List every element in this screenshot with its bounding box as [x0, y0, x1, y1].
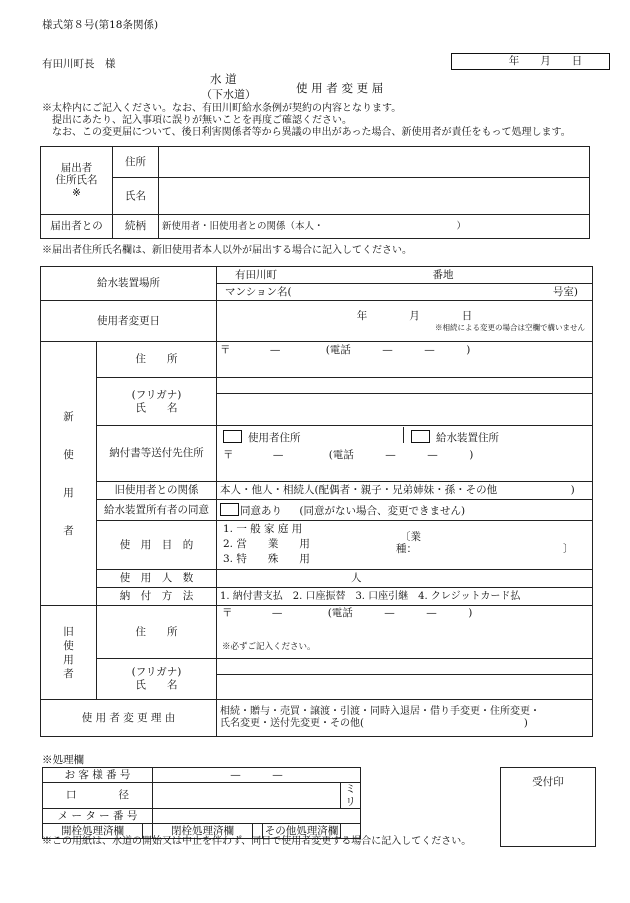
- submitter-address-label: 住所: [113, 147, 159, 178]
- people-unit: 人: [351, 572, 362, 585]
- reason-label: 使 用 者 変 更 理 由: [41, 700, 217, 737]
- new-name-label: [97, 378, 217, 426]
- reason-field[interactable]: [217, 700, 593, 737]
- change-date-value: 年 月 日: [356, 310, 473, 323]
- new-furigana-field[interactable]: [217, 378, 593, 394]
- old-name-field[interactable]: [217, 675, 593, 700]
- room-label: 号室): [403, 284, 593, 301]
- new-phone: (電話 — — ): [325, 344, 471, 356]
- addressee: 有田川町長 様: [42, 58, 116, 70]
- submitter-label-3: ※: [72, 186, 81, 199]
- receipt-stamp-box[interactable]: [500, 767, 596, 847]
- relation-old-label: 旧使用者との関係: [97, 482, 217, 500]
- bore-field[interactable]: [153, 783, 341, 809]
- location-town: 有田川町: [217, 267, 403, 284]
- date-box[interactable]: [451, 53, 610, 70]
- date-box-label: 年 月 日: [508, 55, 583, 67]
- purpose-1[interactable]: 1. 一 般 家 庭 用: [223, 523, 303, 535]
- people-field[interactable]: [217, 570, 593, 588]
- old-user-char-2: 使: [63, 639, 74, 652]
- owner-consent-field[interactable]: [217, 500, 593, 521]
- reason-line-2: 氏名変更・送付先変更・その他( ): [220, 718, 528, 729]
- form-number: 様式第８号(第18条関係): [42, 19, 159, 31]
- new-name-field[interactable]: [217, 394, 593, 426]
- purpose-2[interactable]: 2. 営 業 用: [223, 538, 310, 550]
- location-banchi[interactable]: 番地: [403, 267, 593, 284]
- note-2: 提出にあたり、記入事項に誤りが無いことを再度ご確認ください。: [52, 115, 352, 126]
- change-date-note: ※相続による変更の場合は空欄で構いません: [435, 322, 585, 332]
- close-done-label: 閉栓処理済欄: [153, 824, 253, 839]
- old-phone: (電話 — — ): [327, 607, 473, 619]
- consent-note: (同意がない場合、変更できません): [299, 504, 466, 517]
- old-furigana-field[interactable]: [217, 659, 593, 675]
- industry-kind[interactable]: 種：: [396, 543, 417, 555]
- processing-table: [42, 767, 361, 839]
- submitter-label-1: 届出者: [60, 161, 93, 174]
- meter-no-field[interactable]: [153, 809, 361, 824]
- note-3: なお、この変更届について、後日利害関係者等から異議の申出があった場合、新使用者が責任をもって処理します。: [52, 127, 571, 138]
- customer-no-label: お 客 様 番 号: [43, 768, 153, 783]
- title-water: 水 道: [210, 72, 237, 86]
- send-to-label: 納付書等送付先住所: [97, 426, 217, 482]
- change-date-field[interactable]: [217, 301, 593, 342]
- new-user-char-2: 使: [63, 448, 74, 461]
- old-name-label: [97, 659, 217, 700]
- purpose-label: 使 用 目 的: [97, 521, 217, 570]
- old-name-text: 氏 名: [135, 679, 178, 691]
- opt-supply-address[interactable]: [411, 430, 499, 445]
- purpose-3[interactable]: 3. 特 殊 用: [223, 553, 310, 565]
- checkbox-user-address[interactable]: [223, 430, 242, 443]
- consent-yes-label: 同意あり: [240, 504, 282, 517]
- submitter-footnote: ※届出者住所氏名欄は、新旧使用者本人以外が届出する場合に記入してください。: [42, 245, 412, 256]
- send-phone: (電話 — — ): [328, 449, 474, 461]
- send-to-field[interactable]: [217, 426, 593, 482]
- send-postal-mark: 〒: [223, 449, 234, 461]
- owner-consent-label: 給水装置所有者の同意: [97, 500, 217, 521]
- location-label: 給水装置場所: [41, 267, 217, 301]
- new-user-char-4: 者: [63, 524, 74, 537]
- submitter-name-field[interactable]: [159, 178, 590, 215]
- relation-field[interactable]: 新使用者・旧使用者との関係（本人・ ）: [159, 215, 590, 239]
- old-user-char-3: 用: [63, 653, 74, 666]
- submitter-address-field[interactable]: [159, 147, 590, 178]
- new-name-text: 氏 名: [135, 401, 178, 414]
- postal-mark: 〒: [220, 344, 231, 356]
- new-user-label: [41, 342, 97, 606]
- checkbox-supply-address[interactable]: [411, 430, 430, 443]
- old-address-line: [222, 607, 472, 620]
- change-date-label: 使用者変更日: [41, 301, 217, 342]
- submitter-name-label: 氏名: [113, 178, 159, 215]
- relation-old-field[interactable]: 本人・他人・相続人(配偶者・親子・兄弟姉妹・孫・その他 ): [217, 482, 593, 500]
- bore-label: 口 径: [43, 783, 153, 809]
- old-postal-dash: —: [271, 607, 283, 619]
- bore-unit: ミリ: [341, 783, 361, 809]
- industry-close: 〕: [563, 543, 574, 555]
- postal-dash: —: [269, 344, 281, 356]
- opt-user-address[interactable]: [223, 430, 301, 445]
- payment-field[interactable]: 1. 納付書支払 2. 口座振替 3. 口座引継 4. クレジットカード払: [217, 588, 593, 606]
- new-address-field[interactable]: [217, 342, 593, 378]
- opt-supply-address-label: 給水装置住所: [436, 432, 499, 444]
- meter-no-label: メ ー タ ー 番 号: [43, 809, 153, 824]
- industry-open: 〔業: [400, 531, 421, 543]
- submitter-label: [41, 147, 113, 215]
- old-address-field[interactable]: [217, 606, 593, 659]
- note-1: ※太枠内にご記入ください。なお、有田川町給水条例が契約の内容となります。: [42, 103, 402, 114]
- purpose-field[interactable]: [217, 521, 593, 570]
- receipt-stamp-label: 受付印: [532, 776, 564, 788]
- new-furigana-label: (フリガナ): [131, 388, 182, 401]
- submitter-table: [40, 146, 590, 239]
- customer-no-field[interactable]: — —: [153, 768, 361, 783]
- old-postal-mark: 〒: [222, 607, 233, 619]
- old-user-label: [41, 606, 97, 700]
- open-done-label: 開栓処理済欄: [43, 824, 143, 839]
- mansion-label[interactable]: マンション名(: [217, 284, 403, 301]
- relation-label-2: 続柄: [113, 215, 159, 239]
- form-title: 使 用 者 変 更 届: [296, 81, 384, 95]
- processing-footnote: ※この用紙は、水道の開始又は中止を伴わず、同日で使用者変更する場合に記入してください。: [42, 836, 472, 847]
- new-user-char-3: 用: [63, 486, 74, 499]
- old-address-label: 住 所: [97, 606, 217, 659]
- submitter-label-2: 住所氏名: [55, 174, 98, 187]
- old-user-char-4: 者: [63, 667, 74, 680]
- main-table: [40, 266, 593, 737]
- old-user-char-1: 旧: [63, 625, 74, 638]
- title-sewer: （下水道）: [201, 88, 256, 101]
- send-to-address-line: [223, 449, 473, 462]
- processing-title: ※処理欄: [42, 754, 84, 766]
- old-address-note: ※必ずご記入ください。: [222, 642, 316, 652]
- send-postal-dash: —: [272, 449, 284, 461]
- relation-label: 届出者との: [41, 215, 113, 239]
- payment-label: 納 付 方 法: [97, 588, 217, 606]
- new-user-char-1: 新: [63, 410, 74, 423]
- reason-line-1: 相続・贈与・売買・譲渡・引渡・同時入退居・借り手変更・住所変更・: [220, 706, 540, 717]
- new-address-label: 住 所: [97, 342, 217, 378]
- people-label: 使 用 人 数: [97, 570, 217, 588]
- checkbox-consent[interactable]: [220, 503, 239, 516]
- opt-user-address-label: 使用者住所: [248, 432, 301, 444]
- old-furigana-label: (フリガナ): [131, 666, 182, 679]
- other-done-label: その他処理済欄: [263, 824, 341, 839]
